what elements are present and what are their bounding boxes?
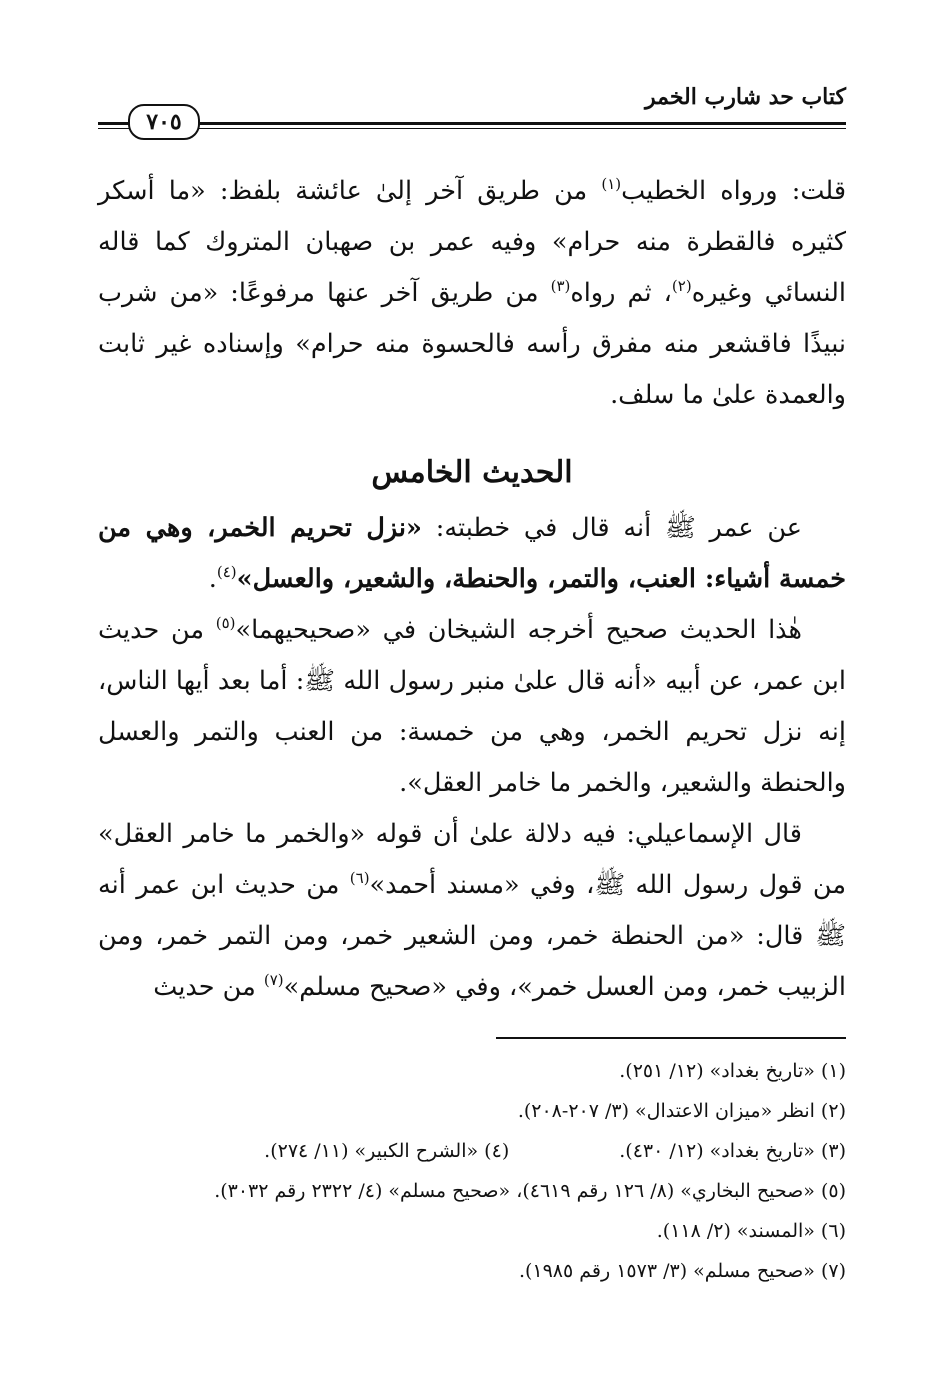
footnote-ref-6[interactable]: (٦) (349, 869, 370, 887)
hadith-text: «نزل تحريم الخمر، وهي من خمسة أشياء: العنب، والتمر، والحنطة، والشعير، والعسل» (98, 513, 846, 594)
running-title: كتاب حد شارب الخمر (645, 84, 846, 110)
footnote-2: (٢) انظر «ميزان الاعتدال» (٣/ ٢٠٧-٢٠٨). (517, 1100, 846, 1122)
footnote-ref-4[interactable]: (٤) (216, 563, 237, 581)
header-rule-thick (98, 122, 846, 125)
footnotes (98, 1051, 846, 1291)
footnote-4: (٤) «الشرح الكبير» (١١/ ٢٧٤). (264, 1140, 510, 1162)
page-header (98, 78, 846, 140)
footnote-3: (٣) «تاريخ بغداد» (١٢/ ٤٣٠). (619, 1140, 846, 1162)
paragraph-4: قال الإسماعيلي: فيه دلالة علىٰ أن قوله «والخمر ما خامر العقل» من قول رسول الله ﷺ، وفي «مسند أحمد»$^{(٦)}$ من حديث ابن عمر أنه ﷺ قال: «من الحنطة خمر، ومن الشعير خمر، ومن التمر خمر، ومن الزبيب خمر، ومن العسل خمر»، وفي «صحيح مسلم»$^{(٧)}$ من حديث (98, 819, 847, 1002)
footnote-5: (٥) «صحيح البخاري» (٨/ ١٢٦ رقم ٤٦١٩)، «صحيح مسلم» (٤/ ٢٣٢٢ رقم ٣٠٣٢). (214, 1180, 846, 1202)
footnote-ref-7[interactable]: (٧) (263, 971, 284, 989)
page-number: ٧٠٥ (128, 104, 200, 140)
paragraph-1: قلت: ورواه الخطيب$^{(١)}$ من طريق آخر إلىٰ عائشة بلفظ: «ما أسكر كثيره فالقطرة منه حرام» وفيه عمر بن صهبان المتروك كما قاله النسائي وغيره$^{(٢)}$، ثم رواه$^{(٣)}$ من طريق آخر عنها مرفوعًا: «من شرب نبيذًا فاقشعر منه مفرق رأسه فالحسوة منه حرام» وإسناده غير ثابت والعمدة علىٰ ما سلف. (98, 175, 847, 410)
footnote-ref-3[interactable]: (٣) (550, 277, 571, 295)
header-rule-thin (98, 128, 846, 129)
paragraph-2: عن عمر ﷺ أنه قال في خطبته: «نزل تحريم الخمر، وهي من خمسة أشياء: العنب، والتمر، والحنطة، والشعير، والعسل»$^{(٤)}$. (98, 513, 846, 594)
footnote-separator (496, 1037, 846, 1039)
footnote-6: (٦) «المسند» (٢/ ١١٨). (656, 1220, 846, 1242)
footnote-ref-5[interactable]: (٥) (215, 614, 236, 632)
footnote-ref-1[interactable]: (١) (601, 175, 622, 193)
book-page (98, 78, 846, 1298)
paragraph-3: هٰذا الحديث صحيح أخرجه الشيخان في «صحيحيهما»$^{(٥)}$ من حديث ابن عمر، عن أبيه «أنه قال علىٰ منبر رسول الله ﷺ: أما بعد أيها الناس، إنه نزل تحريم الخمر، وهي من خمسة: من العنب والتمر والعسل والحنطة والشعير، والخمر ما خامر العقل». (98, 614, 846, 798)
footnote-7: (٧) «صحيح مسلم» (٣/ ١٥٧٣ رقم ١٩٨٥). (518, 1260, 846, 1282)
footnote-1: (١) «تاريخ بغداد» (١٢/ ٢٥١). (619, 1060, 846, 1082)
footnote-ref-2[interactable]: (٢) (671, 277, 692, 295)
section-heading: الحديث الخامس (371, 455, 573, 490)
footnote-3-4 (98, 1131, 846, 1171)
